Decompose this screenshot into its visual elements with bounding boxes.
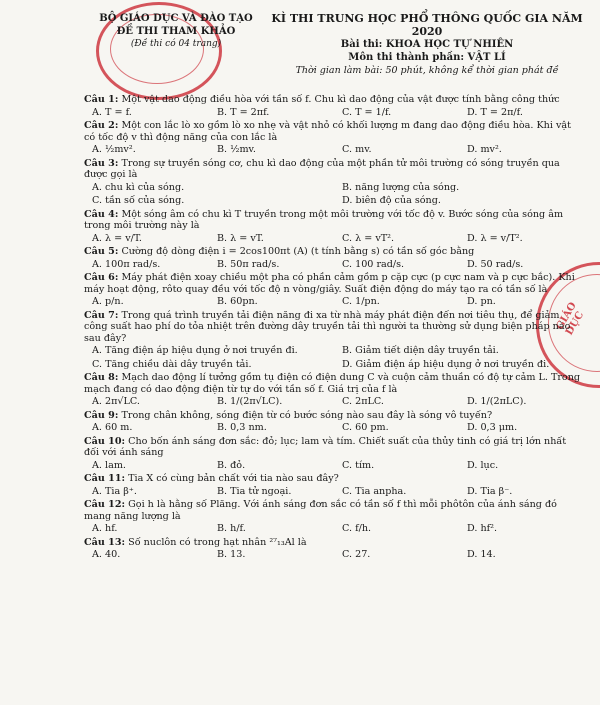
answer-option: D. Giảm điện áp hiệu dụng ở nơi truyền đi. [342, 358, 550, 370]
question-stem: Máy phát điện xoay chiều một pha có phần cảm gồm p cặp cực (p cực nam và p cực bắc). Khi máy hoạt động, rôto quay đều với tốc độ n vòng/giây. Suất điện động do máy tạo ra có tần số là [84, 272, 575, 295]
answer-option: B. đỏ. [217, 459, 246, 471]
answer-option: D. 1/(2πLC). [467, 396, 527, 407]
answer-option: A. Tia β⁺. [92, 485, 137, 497]
question-text [84, 473, 584, 485]
answer-options [84, 345, 584, 357]
question-text [84, 94, 584, 106]
answer-options [84, 523, 584, 535]
question-label: Câu 3: [84, 157, 119, 169]
answer-option: B. T = 2πf. [217, 106, 270, 118]
question-text [84, 436, 584, 459]
question [84, 537, 584, 561]
question-stem: Gọi h là hằng số Plăng. Với ánh sáng đơn sắc có tần số f thì mỗi phôtôn của ánh sáng đó mang năng lượng là [84, 499, 557, 522]
answer-option: C. 27. [342, 549, 371, 560]
question-stem: Một vật dao động điều hòa với tần số f. Chu kì dao động của vật được tính bằng công thức [121, 94, 560, 105]
answer-option: C. f/h. [342, 523, 372, 534]
answer-option: D. pn. [467, 296, 496, 307]
question-text [84, 158, 584, 181]
answer-option: C. Tăng chiều dài dây truyền tải. [92, 358, 252, 370]
question-text [84, 499, 584, 522]
answer-option: C. 100 rad/s. [342, 258, 405, 270]
question-label: Câu 6: [84, 272, 119, 283]
answer-options [84, 549, 584, 561]
answer-options [84, 144, 584, 156]
question-text [84, 537, 584, 549]
question-text [84, 310, 584, 345]
answer-option: C. λ = vT². [342, 232, 395, 244]
question-stem: Trong quá trình truyền tải điện năng đi xa từ nhà máy phát điện đến nơi tiêu thụ, để giảm công suất hao phí do tỏa nhiệt trên đường dây truyền tải thì người ta thường sử dụng biện pháp nào sau đây? [84, 309, 571, 344]
answer-option: D. Tia β⁻. [467, 485, 513, 497]
answer-option: A. 60 m. [92, 422, 133, 433]
question-label: Câu 7: [84, 309, 119, 321]
answer-option: A. λ = v/T. [92, 232, 142, 244]
subject: Môn thi thành phần: VẬT LÍ [348, 52, 506, 63]
question-text [84, 372, 584, 395]
answer-option: A. T = f. [92, 106, 132, 118]
answer-options [84, 107, 584, 119]
answer-option: A. p/n. [92, 296, 124, 307]
answer-option: B. năng lượng của sóng. [342, 181, 460, 193]
question-stem: Trong sự truyền sóng cơ, chu kì dao động của một phần tử môi trường có sóng truyền qua được gọi là [84, 157, 560, 180]
question-stem: Mạch dao động lí tưởng gồm tụ điện có điện dung C và cuộn cảm thuần có độ tự cảm L. Trong mạch đang có dao động điện từ tự do với tần số f. Giá trị của f là [84, 372, 581, 395]
stamp-text: GIÁO DỤC [554, 300, 587, 338]
answer-option: B. 60pn. [217, 296, 258, 307]
question-label: Câu 10: [84, 435, 126, 447]
answer-options [84, 182, 584, 194]
answer-option: A. 100π rad/s. [92, 258, 161, 270]
question-label: Câu 1: [84, 94, 119, 105]
question-stem: Trong chân không, sóng điện từ có bước sóng nào sau đây là sóng vô tuyến? [121, 409, 493, 421]
question-label: Câu 9: [84, 409, 119, 421]
answer-option: D. T = 2π/f. [467, 106, 523, 118]
question [84, 499, 584, 535]
question-label: Câu 11: [84, 473, 126, 484]
question [84, 246, 584, 270]
answer-option: C. 1/pn. [342, 296, 380, 307]
question-label: Câu 13: [84, 536, 126, 548]
question [84, 272, 584, 308]
question-text [84, 120, 584, 143]
question-stem: Tia X có cùng bản chất với tia nào sau đây? [128, 473, 339, 484]
question-label: Câu 2: [84, 120, 119, 131]
question-stem: Số nuclôn có trong hạt nhân ²⁷₁₃Al là [128, 536, 307, 548]
question [84, 372, 584, 408]
question [84, 94, 584, 118]
exam-title: KÌ THI TRUNG HỌC PHỔ THÔNG QUỐC GIA NĂM 2020 [271, 12, 583, 38]
answer-option: B. 0,3 nm. [217, 422, 267, 433]
answer-option: C. T = 1/f. [342, 106, 392, 118]
question [84, 120, 584, 156]
answer-option: D. hf². [467, 523, 498, 534]
question-label: Câu 12: [84, 499, 126, 510]
answer-option: A. ½mv². [92, 144, 136, 155]
answer-option: B. Giảm tiết diện dây truyền tải. [342, 345, 499, 356]
question-label: Câu 4: [84, 208, 119, 220]
org-name: BỘ GIÁO DỤC VÀ ĐÀO TẠO [99, 13, 253, 24]
answer-option: D. 0,3 μm. [467, 422, 518, 433]
header-right [262, 12, 592, 77]
answer-options [84, 460, 584, 472]
question [84, 410, 584, 434]
answer-option: D. 50 rad/s. [467, 258, 524, 270]
question-text [84, 410, 584, 422]
answer-options [84, 296, 584, 308]
question [84, 473, 584, 497]
answer-option: C. tím. [342, 459, 375, 471]
answer-option: B. 50π rad/s. [217, 258, 280, 270]
question-stem: Cường độ dòng điện i = 2cos100πt (A) (t tính bằng s) có tần số góc bằng [121, 246, 475, 257]
answer-options [84, 359, 584, 371]
page-count: (Đề thi có 04 trang) [130, 39, 222, 49]
answer-options [84, 486, 584, 498]
answer-option: C. 60 pm. [342, 422, 389, 433]
answer-option: D. lục. [467, 459, 499, 471]
answer-option: D. biên độ của sóng. [342, 195, 441, 206]
subject-group: Bài thi: KHOA HỌC TỰ NHIÊN [340, 39, 514, 50]
answer-option: D. λ = v/T². [467, 232, 523, 244]
question-stem: Một con lắc lò xo gồm lò xo nhẹ và vật nhỏ có khối lượng m đang dao động điều hòa. Khi vật có tốc độ v thì động năng của con lắc là [84, 120, 571, 143]
question-stem: Cho bốn ánh sáng đơn sắc: đỏ; lục; lam và tím. Chiết suất của thủy tinh có giá trị lớn nhất đối với ánh sáng [84, 435, 567, 458]
answer-option: A. hf. [92, 523, 118, 534]
answer-option: A. lam. [92, 459, 126, 471]
answer-options [84, 422, 584, 434]
question [84, 310, 584, 371]
time-limit: Thời gian làm bài: 50 phút, không kể thời gian phát đề [295, 65, 559, 76]
question [84, 436, 584, 472]
question-stem: Một sóng âm có chu kì T truyền trong một môi trường với tốc độ v. Bước sóng của sóng âm trong môi trường này là [84, 208, 564, 231]
answer-options [84, 195, 584, 207]
answer-options [84, 396, 584, 408]
answer-option: C. 2πLC. [342, 396, 384, 407]
answer-option: D. mv². [467, 144, 502, 155]
doc-type: ĐỀ THI THAM KHẢO [116, 26, 236, 37]
header-left [96, 12, 256, 51]
answer-options [84, 259, 584, 271]
question [84, 209, 584, 245]
answer-option: A. Tăng điện áp hiệu dụng ở nơi truyền đi. [92, 345, 298, 356]
answer-option: A. chu kì của sóng. [92, 181, 185, 193]
answer-option: C. Tia anpha. [342, 485, 407, 497]
question-label: Câu 5: [84, 246, 119, 257]
answer-option: B. 13. [217, 549, 246, 560]
answer-option: A. 40. [92, 549, 121, 560]
question-list [84, 94, 584, 563]
question [84, 158, 584, 207]
answer-option: B. Tia tử ngoại. [217, 485, 292, 497]
answer-option: B. h/f. [217, 523, 246, 534]
answer-option: C. tần số của sóng. [92, 195, 185, 206]
answer-option: A. 2π√LC. [92, 396, 140, 407]
answer-option: B. 1/(2π√LC). [217, 396, 283, 407]
question-label: Câu 8: [84, 372, 119, 383]
answer-option: B. ½mv. [217, 144, 256, 155]
answer-options [84, 233, 584, 245]
answer-option: B. λ = vT. [217, 232, 264, 244]
answer-option: C. mv. [342, 144, 372, 155]
answer-option: D. 14. [467, 549, 496, 560]
question-text [84, 246, 584, 258]
question-text [84, 209, 584, 232]
question-text [84, 272, 584, 295]
